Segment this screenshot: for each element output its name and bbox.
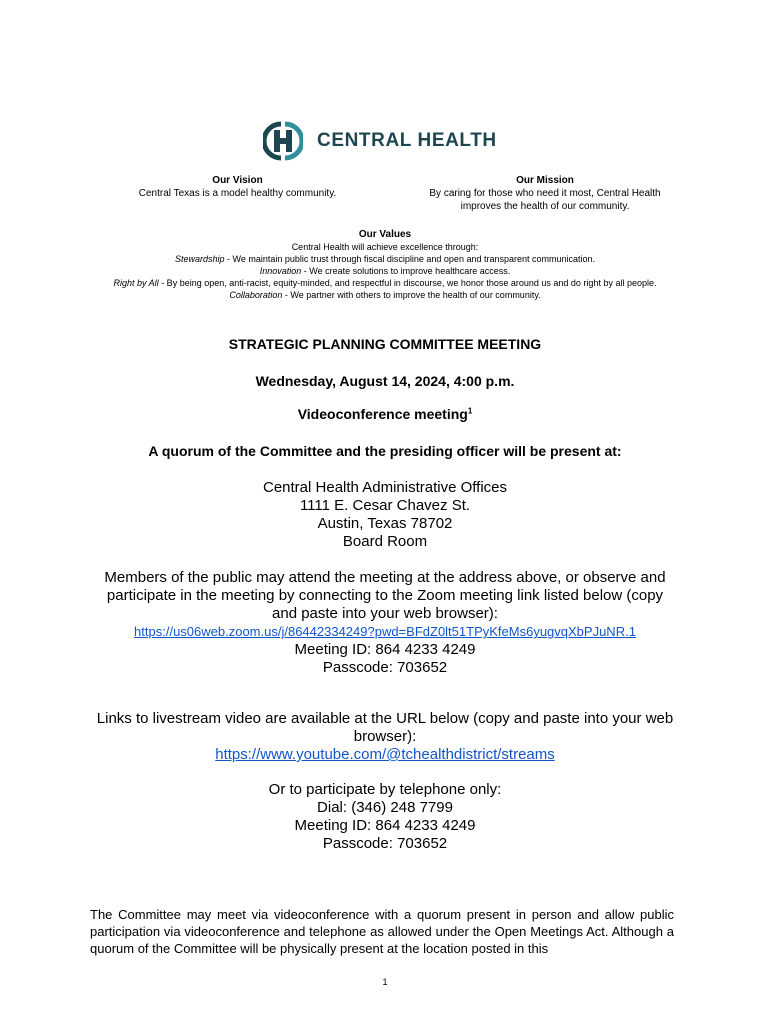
central-health-logo [263,121,497,161]
mission-text-line1: By caring for those who need it most, Central Health [429,188,661,199]
livestream-block [90,710,680,764]
videoconference-paragraph: The Committee may meet via videoconference with a quorum present in person and allow public participation via videoconference and telephone as allowed under the Open Meetings Act. Although a quorum of the Committee will be physically present at the location posted in this [90,907,674,956]
value-term: Collaboration [229,290,283,300]
livestream-text-line: browser): [353,728,417,745]
telephone-dial: Dial: (346) 248 7799 [317,799,453,816]
telephone-passcode: Passcode: 703652 [322,835,448,852]
meeting-title: STRATEGIC PLANNING COMMITTEE MEETING [228,336,542,352]
address-line: Central Health Administrative Offices [263,479,507,496]
vision-text: Central Texas is a model healthy community. [138,188,337,199]
telephone-meeting-id: Meeting ID: 864 4233 4249 [294,817,476,834]
zoom-meeting-id: Meeting ID: 864 4233 4249 [294,641,476,658]
public-attendance-block [90,569,680,677]
value-text: - We partner with others to improve the health of our community. [282,290,541,300]
meeting-address [90,479,680,551]
meeting-date: Wednesday, August 14, 2024, 4:00 p.m. [255,373,515,389]
vision-block [90,174,385,200]
address-line: Austin, Texas 78702 [317,515,453,532]
value-item [20,265,750,277]
mission-block [395,174,695,213]
values-block [20,228,750,301]
meeting-format-text: Videoconference meeting [297,406,468,422]
address-line: Board Room [342,533,428,550]
value-item [20,277,750,289]
value-item [20,289,750,301]
values-intro: Central Health will achieve excellence through: [291,242,479,252]
footnote-marker: 1 [467,406,473,416]
attendance-text-line: and paste into your web browser): [272,605,498,622]
vision-heading: Our Vision [212,175,263,186]
value-text: - We create solutions to improve healthcare access. [301,266,511,276]
zoom-passcode: Passcode: 703652 [322,659,448,676]
values-heading: Our Values [358,229,412,240]
mission-text-line2: improves the health of our community. [460,201,630,212]
value-term: Right by All [113,278,159,288]
value-text: - By being open, anti-racist, equity-minded, and respectful in discourse, we honor those around us and do right by all people. [158,278,657,288]
page-number: 1 [382,977,388,987]
value-term: Stewardship [174,254,225,264]
livestream-text-line: Links to livestream video are available at the URL below (copy and paste into your web [96,710,674,727]
youtube-link[interactable]: https://www.youtube.com/@tchealthdistrict/streams [215,746,555,763]
address-line: 1111 E. Cesar Chavez St. [299,497,471,514]
logo-mark-icon [263,121,303,161]
mission-heading: Our Mission [516,175,574,186]
telephone-block [90,781,680,853]
telephone-intro: Or to participate by telephone only: [268,781,502,798]
zoom-link[interactable]: https://us06web.zoom.us/j/86442334249?pwd=BFdZ0lt51TPyKfeMs6yugvqXbPJuNR.1 [134,624,636,639]
value-text: - We maintain public trust through fiscal discipline and open and transparent communication. [224,254,596,264]
meeting-format [0,406,770,422]
logo-wordmark: CENTRAL HEALTH [317,130,497,151]
attendance-text-line: Members of the public may attend the meeting at the address above, or observe and [104,569,666,586]
value-term: Innovation [259,266,302,276]
quorum-statement: A quorum of the Committee and the presiding officer will be present at: [148,443,622,459]
attendance-text-line: participate in the meeting by connecting to the Zoom meeting link listed below (copy [106,587,664,604]
value-item [20,253,750,265]
